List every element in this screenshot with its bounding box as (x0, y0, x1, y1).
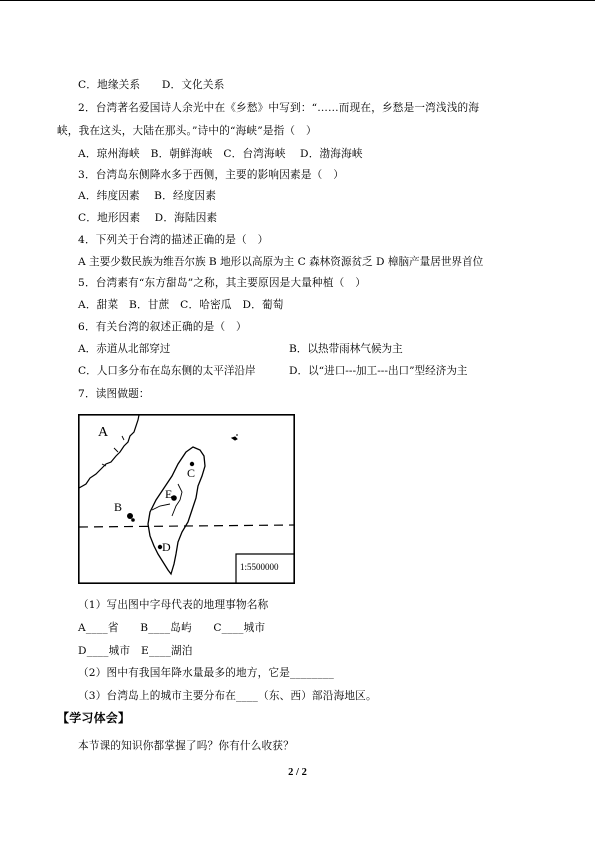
q6-option-a: A．赤道从北部穿过 (78, 343, 171, 355)
label-c: C (187, 466, 196, 480)
q6-option-c: C．人口多分布在岛东侧的太平洋沿岸 (78, 365, 256, 377)
taiwan-island (148, 447, 205, 574)
section-body: 本节课的知识你都掌握了吗？你有什么收获？ (78, 740, 294, 752)
q2-stem-line2: 峡，我在这头，大陆在那头。”诗中的“海峡”是指（ ） (57, 125, 317, 137)
q7-part1: （1）写出图中字母代表的地理事物名称 (78, 599, 269, 611)
q6-option-d: D．以“进口---加工---出口”型经济为主 (289, 365, 468, 377)
q2-stem-line1: 2．台湾著名爱国诗人余光中在《乡愁》中写到：“……而现在，乡愁是一湾浅浅的海 (78, 102, 480, 114)
penghu-islands (127, 513, 133, 519)
q1-options-tail: C．地缘关系 D．文化关系 (78, 79, 225, 91)
q7-part3: （3）台湾岛上的城市主要分布在____（东、西）部沿海地区。 (78, 690, 377, 702)
q4-stem: 4．下列关于台湾的描述正确的是（ ） (78, 234, 269, 246)
section-title: 【学习体会】 (57, 711, 131, 725)
label-b: B (114, 500, 123, 514)
page-number: 2 / 2 (288, 767, 307, 778)
q2-options: A．琼州海峡 B．朝鲜海峡 C．台湾海峡 D．渤海海峡 (78, 148, 363, 160)
q3-stem: 3．台湾岛东侧降水多于西侧，主要的影响因素是（ ） (78, 169, 344, 181)
q5-options: A．甜菜 B．甘蔗 C．哈密瓜 D．葡萄 (78, 299, 284, 311)
q7-fill-row2: D____城市 E____湖泊 (78, 645, 193, 657)
q6-stem: 6．有关台湾的叙述正确的是（ ） (78, 321, 247, 333)
map-scale-text: 1:5500000 (240, 562, 279, 572)
q7-part2: （2）图中有我国年降水量最多的地方，它是________ (78, 667, 334, 679)
q7-stem: 7．读图做题： (78, 388, 150, 400)
penghu-islet (131, 518, 135, 522)
mainland-coastline (79, 415, 139, 488)
q3-options-row1: A．纬度因素 B．经度因素 (78, 190, 217, 202)
label-d: D (162, 540, 171, 554)
q4-options: A 主要少数民族为维吾尔族 B 地形以高原为主 C 森林资源贫乏 D 樟脑产量居世界首位 (78, 256, 484, 268)
small-islet (232, 435, 238, 440)
q7-fill-row1: A____省 B____岛屿 C____城市 (78, 622, 266, 634)
taiwan-map (78, 414, 295, 584)
q3-options-row2: C．地形因素 D．海陆因素 (78, 212, 218, 224)
q5-stem: 5．台湾素有“东方甜岛”之称，其主要原因是大量种植（ ） (78, 277, 367, 289)
label-a: A (98, 425, 109, 440)
page-top-border (0, 0, 595, 1)
q6-option-b: B．以热带雨林气候为主 (289, 343, 403, 355)
label-e: E (165, 487, 173, 501)
